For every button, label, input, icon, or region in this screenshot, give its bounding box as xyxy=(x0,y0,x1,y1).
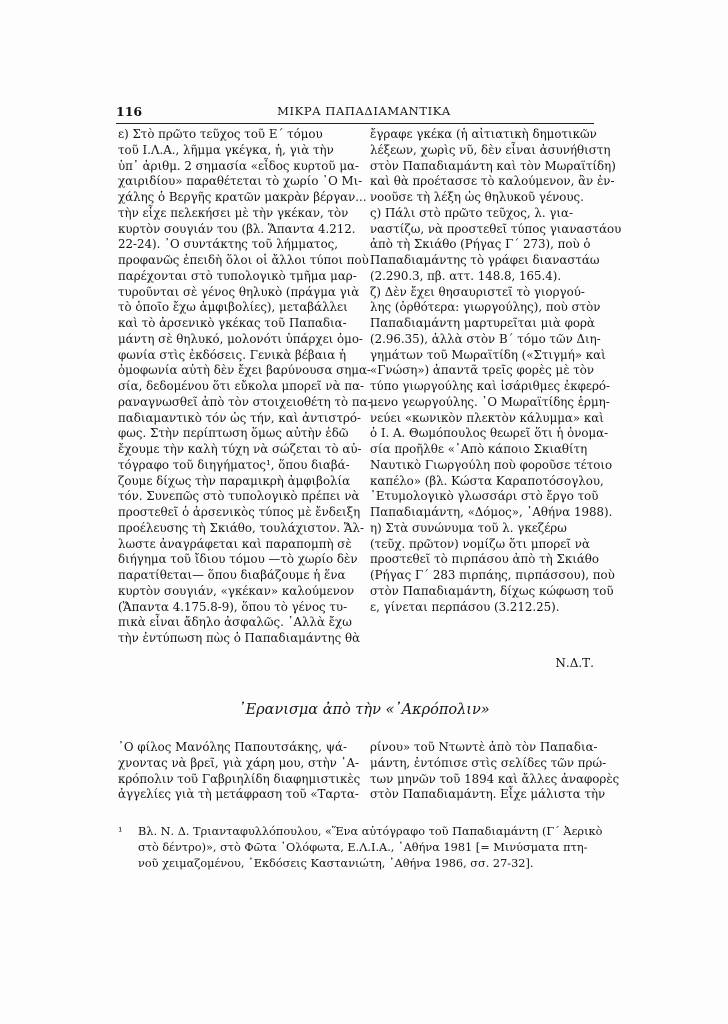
text-line: πικὰ εἶναι ἄδηλο ἀσφαλῶς. ᾿Αλλὰ ἔχω xyxy=(118,615,352,630)
text-line: τύπο γιωργούλης καὶ ἰσάριθμες ἐκφερό- xyxy=(370,379,611,393)
text-line: μάντη, ἐντόπισε στὶς σελίδες τῶν πρώ- xyxy=(370,755,607,770)
text-line: τυροῦνται σὲ γένος θηλυκὸ (πράγμα γιὰ xyxy=(118,284,360,299)
text-line: (2.290.3, πβ. αττ. 148.8, 165.4). xyxy=(370,268,562,283)
text-line: (τεῦχ. πρῶτον) νομίζω ὅτι μπορεῖ νὰ xyxy=(370,536,590,551)
article-left-column xyxy=(118,740,361,803)
text-line: ζουμε δίχως τὴν παραμικρὴ ἀμφιβολία xyxy=(118,473,351,488)
right-column xyxy=(370,127,622,615)
text-line: ὁ Ι. Α. Θωμόπουλος θεωρεῖ ὅτι ἡ ὀνομα- xyxy=(370,426,609,441)
text-line: προέλευσης τὴ Σκιάθο, τουλάχιστον. Ἄλ- xyxy=(118,520,364,535)
page-number: 116 xyxy=(116,104,143,119)
text-line: τόν. Συνεπῶς στὸ τυπολογικὸ πρέπει νὰ xyxy=(118,489,360,504)
text-line: ἀγγελίες γιὰ τὴ μετάφραση τοῦ «Ταρτα- xyxy=(118,787,359,802)
text-line: ἔγραφε γκέκα (ἡ αἰτιατικὴ δημοτικῶν xyxy=(370,127,597,141)
text-line: καπέλο» (βλ. Κώστα Καραποτόσογλου, xyxy=(370,473,604,488)
text-line: γημάτων τοῦ Μωραϊτίδη («Στιγμή» καὶ xyxy=(370,347,606,362)
text-line: τοῦ Ι.Λ.Α., λῆμμα γκέγκα, ἡ, γιὰ τὴν xyxy=(118,142,334,157)
text-line: προστεθεῖ τὸ πιρπάσου ἀπὸ τὴ Σκιάθο xyxy=(370,552,599,567)
text-line: χαιριδίου» παραθέτεται τὸ χωρίο ᾿Ο Μι- xyxy=(118,174,363,189)
footnote-line: Βλ. Ν. Δ. Τριανταφυλλόπουλου, «Ἕνα αὐτόγραφο τοῦ Παπαδιαμάντη (Γ΄ Ἀερικὸ xyxy=(138,825,603,838)
text-line: ναστίζω, νὰ προστεθεῖ τύπος γιαναστάου xyxy=(370,221,622,236)
text-line: σία προῆλθε «᾿Απὸ κάποιο Σκιαθίτη xyxy=(370,442,588,456)
text-line: κυρτὸν σουγιάν, «γκέκαν» καλούμενον xyxy=(118,583,355,598)
text-line: τὴν ἐντύπωση πὼς ὁ Παπαδιαμάντης θὰ xyxy=(118,631,361,645)
text-line: παρέχονται στὸ τυπολογικὸ τμῆμα μαρ- xyxy=(118,268,357,283)
text-line: κρόπολιν τοῦ Γαβριηλίδη διαφημιστικὲς xyxy=(118,771,361,786)
text-line: ἔχουμε τὴν καλὴ τύχη νὰ σώζεται τὸ αὐ- xyxy=(118,442,362,456)
text-line: των μηνῶν τοῦ 1894 καὶ ἄλλες ἀναφορὲς xyxy=(370,771,620,786)
text-line: ᾿Ετυμολογικὸ γλωσσάρι στὸ ἔργο τοῦ xyxy=(370,489,599,504)
text-line: ᾿Ο φίλος Μανόλης Παπουτσάκης, ψά- xyxy=(118,740,347,754)
footnote xyxy=(118,824,608,871)
text-line: στὸν Παπαδιαμάντη, δίχως κώφωση τοῦ xyxy=(370,583,614,598)
text-line: καὶ θὰ προέτασσε τὸ καλούμενον, ἂν ἐν- xyxy=(370,174,615,189)
text-line: Παπαδιαμάντης τὸ γράφει διαναστάω xyxy=(370,253,600,267)
text-line: νεύει «κωνικὸν πλεκτὸν κάλυμμα» καὶ xyxy=(370,410,604,425)
text-line: παδιαμαντικὸ τόν ὡς τήν, καὶ ἀντιστρό- xyxy=(118,410,361,425)
running-title: ΜΙΚΡΑ ΠΑΠΑΔΙΑΜΑΝΤΙΚΑ xyxy=(277,104,451,118)
text-line: χάλης ὁ Βεργῆς κρατῶν μακρὰν βέργαν... xyxy=(118,190,367,204)
text-line: διήγημα τοῦ ἴδιου τόμου —τὸ χωρίο δὲν xyxy=(118,552,358,567)
text-line: παρατίθεται— ὅπου διαβάζουμε ἡ ἕνα xyxy=(118,568,346,582)
text-line: καὶ τὸ ἀρσενικὸ γκέκας τοῦ Παπαδια- xyxy=(118,316,347,330)
text-line: στὸν Παπαδιαμάντη. Εἶχε μάλιστα τὴν xyxy=(370,787,606,802)
text-line: Παπαδιαμάντη, «Δόμος», ᾿Αθήνα 1988). xyxy=(370,505,613,519)
section-heading: ᾿Ερανισμα ἀπὸ τὴν «᾿Ακρόπολιν» xyxy=(238,702,490,718)
text-line: «Γνώση») ἀπαντᾶ τρεῖς φορὲς μὲ τὸν xyxy=(370,363,595,378)
left-column xyxy=(118,127,372,647)
text-line: (2.96.35), ἀλλὰ στὸν Β΄ τόμο τῶν Διη- xyxy=(370,331,601,346)
text-line: ζ) Δὲν ἔχει θησαυριστεῖ τὸ γιοργού- xyxy=(370,284,585,299)
text-line: φως. Στὴν περίπτωση ὅμως αὐτὴν ἐδῶ xyxy=(118,426,349,441)
text-line: λωστε ἀναγράφεται καὶ παραπομπὴ σὲ xyxy=(118,536,352,551)
text-line: (Ρήγας Γ΄ 283 πιρπάης, πιρπάσσου), ποὺ xyxy=(370,568,615,582)
text-line: ε) Στὸ πρῶτο τεῦχος τοῦ Ε΄ τόμου xyxy=(118,127,323,141)
text-line: λης (ὀρθότερα: γιωργούλης), ποὺ στὸν xyxy=(370,300,601,315)
article-right-column xyxy=(370,740,620,803)
text-line: σία, δεδομένου ὅτι εὔκολα μπορεῖ νὰ πα- xyxy=(118,379,365,393)
text-line: τὸ ὁποῖο ἔχω ἀμφιβολίες), μεταβάλλει xyxy=(118,300,348,315)
text-line: χνοντας νὰ βρεῖ, γιὰ χάρη μου, στὴν ᾿Α- xyxy=(118,755,359,770)
text-line: προστεθεῖ ὁ ἀρσενικὸς τύπος μὲ ἔνδειξη xyxy=(118,505,361,519)
text-line: τὴν εἶχε πελεκήσει μὲ τὴν γκέκαν, τὸν xyxy=(118,205,349,220)
footnote-line: στὸ δέντρο)», στὸ Φῶτα ᾿Ολόφωτα, Ε.Λ.Ι.Α., ᾿Αθήνα 1981 [= Μινύσματα πτη- xyxy=(138,840,588,854)
text-line: ἀπὸ τὴ Σκιάθο (Ρήγας Γ΄ 273), ποὺ ὁ xyxy=(370,237,591,252)
author-signature: Ν.Δ.Τ. xyxy=(555,656,594,670)
text-line: ρίνου» τοῦ Ντωντὲ ἀπὸ τὸν Παπαδια- xyxy=(370,740,598,754)
text-line: ὑπ᾽ ἀριθμ. 2 σημασία «εἶδος κυρτοῦ μα- xyxy=(118,158,359,173)
text-line: ς) Πάλι στὸ πρῶτο τεῦχος, λ. για- xyxy=(370,205,573,220)
text-line: Ναυτικὸ Γιωργούλη ποὺ φοροῦσε τέτοιο xyxy=(370,457,613,472)
text-line: ὁμοφωνία αὐτὴ δὲν ἔχει βαρύνουσα σημα- xyxy=(118,363,371,378)
header-rule xyxy=(116,123,594,124)
text-line: Παπαδιαμάντη μαρτυρεῖται μιὰ φορὰ xyxy=(370,316,595,330)
footnote-line: νοῦ χειμαζομένου, ᾿Εκδόσεις Καστανιώτη, ᾿Αθήνα 1986, σσ. 27-32]. xyxy=(138,856,534,870)
text-line: φωνία στὶς ἐκδόσεις. Γενικὰ βέβαια ἡ xyxy=(118,347,347,362)
text-line: στὸν Παπαδιαμάντη καὶ τὸν Μωραϊτίδη) xyxy=(370,158,616,173)
text-line: προφανῶς ἐπειδὴ ὅλοι οἱ ἄλλοι τύποι ποὺ xyxy=(118,253,369,267)
text-line: 22-24). ᾿Ο συντάκτης τοῦ λήμματος, xyxy=(118,237,339,252)
text-line: λέξεων, χωρὶς νῦ, δὲν εἶναι ἀσυνήθιστη xyxy=(370,142,611,157)
text-line: ραναγνωσθεῖ ἀπὸ τὸν στοιχειοθέτη τὸ πα- xyxy=(118,394,372,409)
text-line: μενο γεωργούλης. ᾿Ο Μωραϊτίδης ἑρμη- xyxy=(370,394,610,409)
footnote-mark: ¹ xyxy=(118,825,123,838)
text-line: η) Στὰ συνώνυμα τοῦ λ. γκεζέρω xyxy=(370,520,567,535)
text-line: (Ἅπαντα 4.175.8-9), ὅπου τὸ γένος τυ- xyxy=(118,599,348,614)
text-line: νοοῦσε τὴ λέξη ὡς θηλυκοῦ γένους. xyxy=(370,190,584,204)
text-line: ε, γίνεται περπάσου (3.212.25). xyxy=(370,599,560,614)
text-line: μάντη σὲ θηλυκό, μολονότι ὑπάρχει ὁμο- xyxy=(118,331,363,346)
text-line: κυρτὸν σουγιάν του (βλ. Ἅπαντα 4.212. xyxy=(118,221,356,236)
text-line: τόγραφο τοῦ διηγήματος¹, ὅπου διαβά- xyxy=(118,457,350,472)
